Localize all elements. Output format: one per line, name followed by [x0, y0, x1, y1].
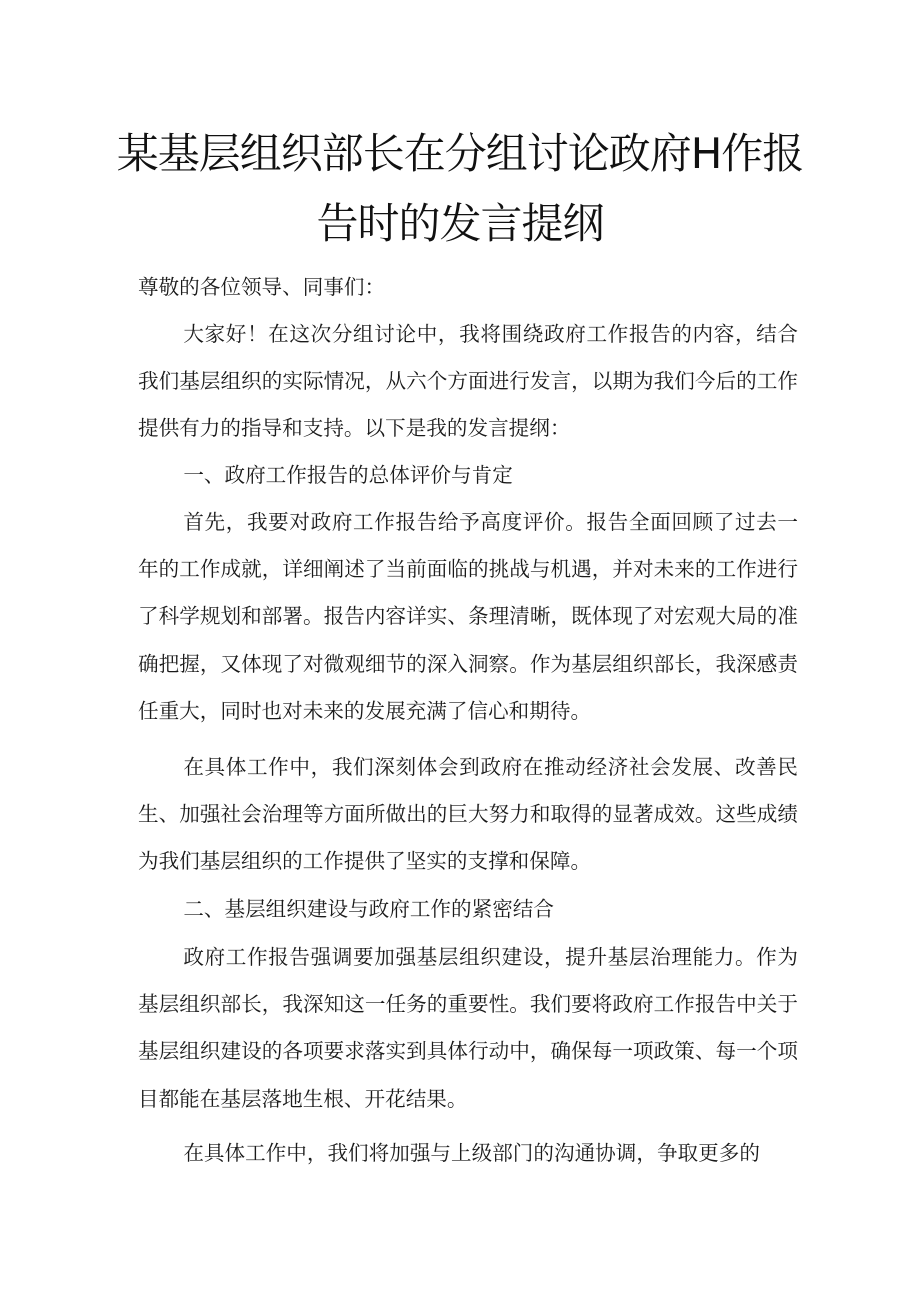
paragraph-text: 在具体工作中，我们深刻体会到政府在推动经济社会发展、改善民生、加强社会治理等方面所做出的巨大努力和取得的显著成效。这些成绩为我们基层组织的工作提供了坚实的支撑和保障。 — [138, 755, 798, 874]
salutation-text: 尊敬的各位领导、同事们： — [138, 275, 386, 299]
section-heading-text: 一、政府工作报告的总体评价与肯定 — [183, 463, 513, 487]
paragraph-evaluation — [138, 499, 798, 735]
section-heading-1 — [138, 452, 798, 499]
paragraph-org-building — [138, 934, 798, 1123]
paragraph-text: 在具体工作中，我们将加强与上级部门的沟通协调，争取更多的 — [183, 1141, 760, 1165]
paragraph-intro — [138, 311, 798, 453]
section-heading-text: 二、基层组织建设与政府工作的紧密结合 — [183, 897, 554, 921]
salutation — [138, 264, 798, 311]
paragraph-text: 首先，我要对政府工作报告给予高度评价。报告全面回顾了过去一年的工作成就，详细阐述了当前面临的挑战与机遇，并对未来的工作进行了科学规划和部署。报告内容详实、条理清晰，既体现了对宏观大局的准确把握，又体现了对微观细节的深入洞察。作为基层组织部长，我深感责任重大，同时也对未来的发展充满了信心和期待。 — [138, 510, 798, 723]
paragraph-text: 政府工作报告强调要加强基层组织建设，提升基层治理能力。作为基层组织部长，我深知这一任务的重要性。我们要将政府工作报告中关于基层组织建设的各项要求落实到具体行动中，确保每一项政策、每一个项目都能在基层落地生根、开花结果。 — [138, 945, 798, 1111]
section-heading-2 — [138, 886, 798, 933]
document-title-line-1: 某基层组织部长在分组讨论政府H作报 — [116, 129, 804, 178]
paragraph-achievements — [138, 744, 798, 886]
paragraph-coordination — [138, 1130, 798, 1177]
document-title-line-2: 告时的发言提纲 — [316, 199, 604, 248]
paragraph-text: 大家好！在这次分组讨论中，我将围绕政府工作报告的内容，结合我们基层组织的实际情况，从六个方面进行发言，以期为我们今后的工作提供有力的指导和支持。以下是我的发言提纲： — [138, 322, 798, 441]
